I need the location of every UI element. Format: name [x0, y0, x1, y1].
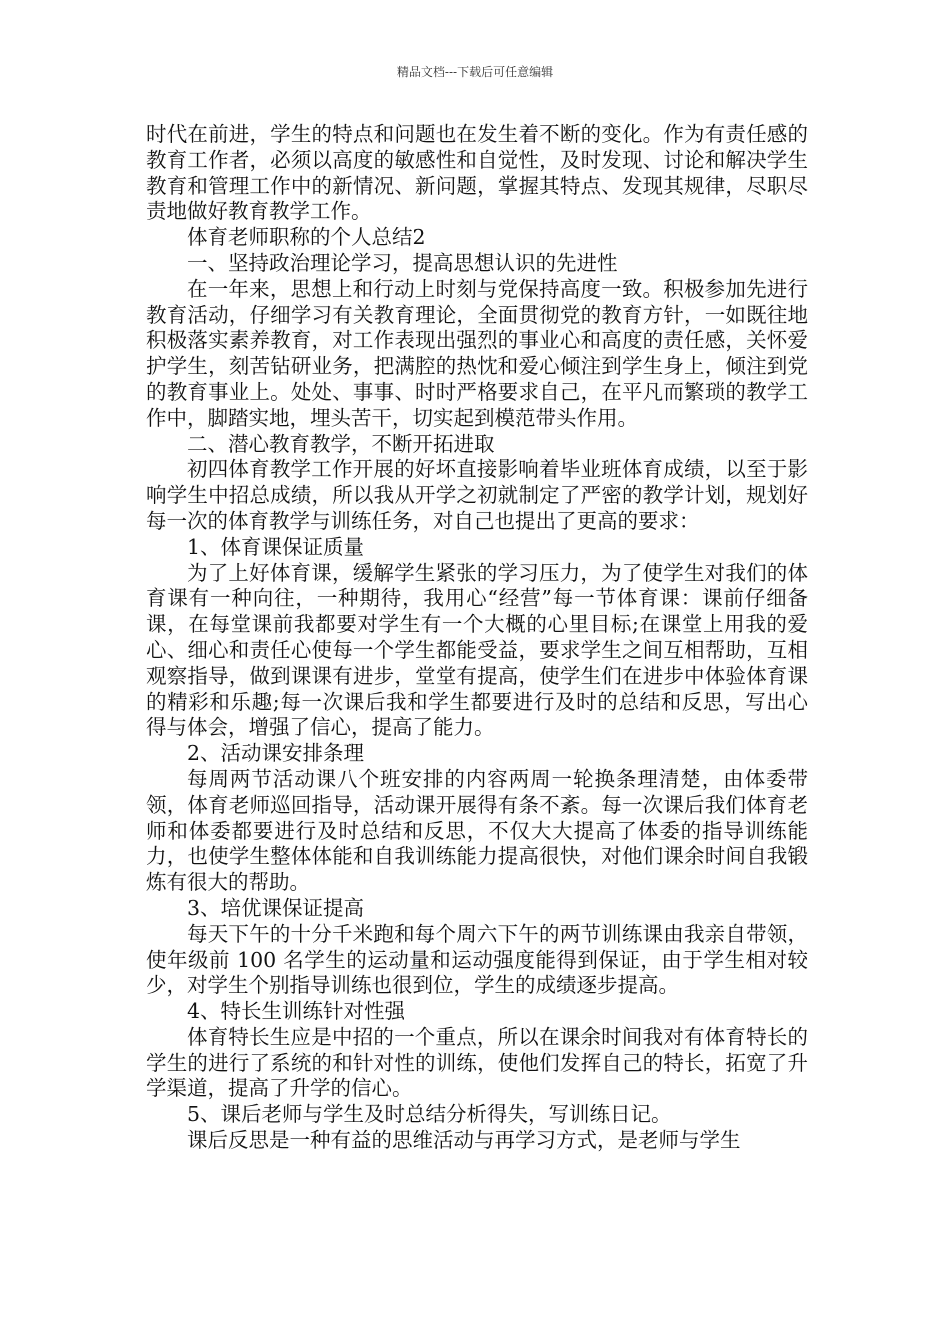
heading-2: 二、潜心教育教学，不断开拓进取	[187, 431, 495, 456]
paragraph-intro: 时代在前进，学生的特点和问题也在发生着不断的变化。作为有责任感的教育工作者，必须以高度的敏感性和自觉性，及时发现、讨论和解决学生教育和管理工作中的新情况、新问题，掌握其特点、发现其规律，尽职尽责地做好教育教学工作。	[146, 122, 808, 224]
subheading-2: 2、活动课安排条理	[187, 741, 365, 766]
subheading-4: 4、特长生训练针对性强	[187, 999, 406, 1024]
paragraph: 为了上好体育课，缓解学生紧张的学习压力，为了使学生对我们的体育课有一种向往，一种期待，我用心“经营”每一节体育课：课前仔细备课，在每堂课前我都要对学生有一个大概的心里目标;在课堂上用我的爱心、细心和责任心使每一个学生都能受益，要求学生之间互相帮助，互相观察指导，做到课课有进步，堂堂有提高，使学生们在进步中体验体育课的精彩和乐趣;每一次课后我和学生都要进行及时的总结和反思，写出心得与体会，增强了信心，提高了能力。	[146, 560, 808, 740]
subheading-3: 3、培优课保证提高	[187, 895, 365, 920]
subheading-5: 5、课后老师与学生及时总结分析得失，写训练日记。	[187, 1102, 672, 1127]
paragraph: 课后反思是一种有益的思维活动与再学习方式，是老师与学生	[187, 1128, 741, 1153]
paragraph: 体育特长生应是中招的一个重点，所以在课余时间我对有体育特长的学生的进行了系统的和针对性的训练，使他们发挥自己的特长，拓宽了升学渠道，提高了升学的信心。	[146, 1024, 808, 1101]
paragraph: 每天下午的十分千米跑和每个周六下午的两节训练课由我亲自带领，使年级前 100 名学生的运动量和运动强度能得到保证，由于学生相对较少，对学生个别指导训练也很到位，学生的成绩逐步提高。	[146, 921, 808, 998]
paragraph: 每周两节活动课八个班安排的内容两周一轮换条理清楚，由体委带领，体育老师巡回指导，活动课开展得有条不紊。每一次课后我们体育老师和体委都要进行及时总结和反思，不仅大大提高了体委的指导训练能力，也使学生整体体能和自我训练能力提高很快，对他们课余时间自我锻炼有很大的帮助。	[146, 766, 808, 895]
document-body	[146, 122, 808, 1154]
section-title: 体育老师职称的个人总结2	[187, 225, 426, 250]
page-header: 精品文档---下载后可任意编辑	[396, 65, 554, 79]
heading-1: 一、坚持政治理论学习，提高思想认识的先进性	[187, 250, 618, 275]
subheading-1: 1、体育课保证质量	[187, 534, 365, 559]
paragraph: 在一年来，思想上和行动上时刻与党保持高度一致。积极参加先进行教育活动，仔细学习有关教育理论，全面贯彻党的教育方针，一如既往地积极落实素养教育，对工作表现出强烈的事业心和高度的责任感，关怀爱护学生，刻苦钻研业务，把满腔的热忱和爱心倾注到学生身上，倾注到党的教育事业上。处处、事事、时时严格要求自己，在平凡而繁琐的教学工作中，脚踏实地，埋头苦干，切实起到模范带头作用。	[146, 276, 808, 430]
paragraph: 初四体育教学工作开展的好坏直接影响着毕业班体育成绩，以至于影响学生中招总成绩，所以我从开学之初就制定了严密的教学计划，规划好每一次的体育教学与训练任务，对自己也提出了更高的要求：	[146, 457, 808, 533]
